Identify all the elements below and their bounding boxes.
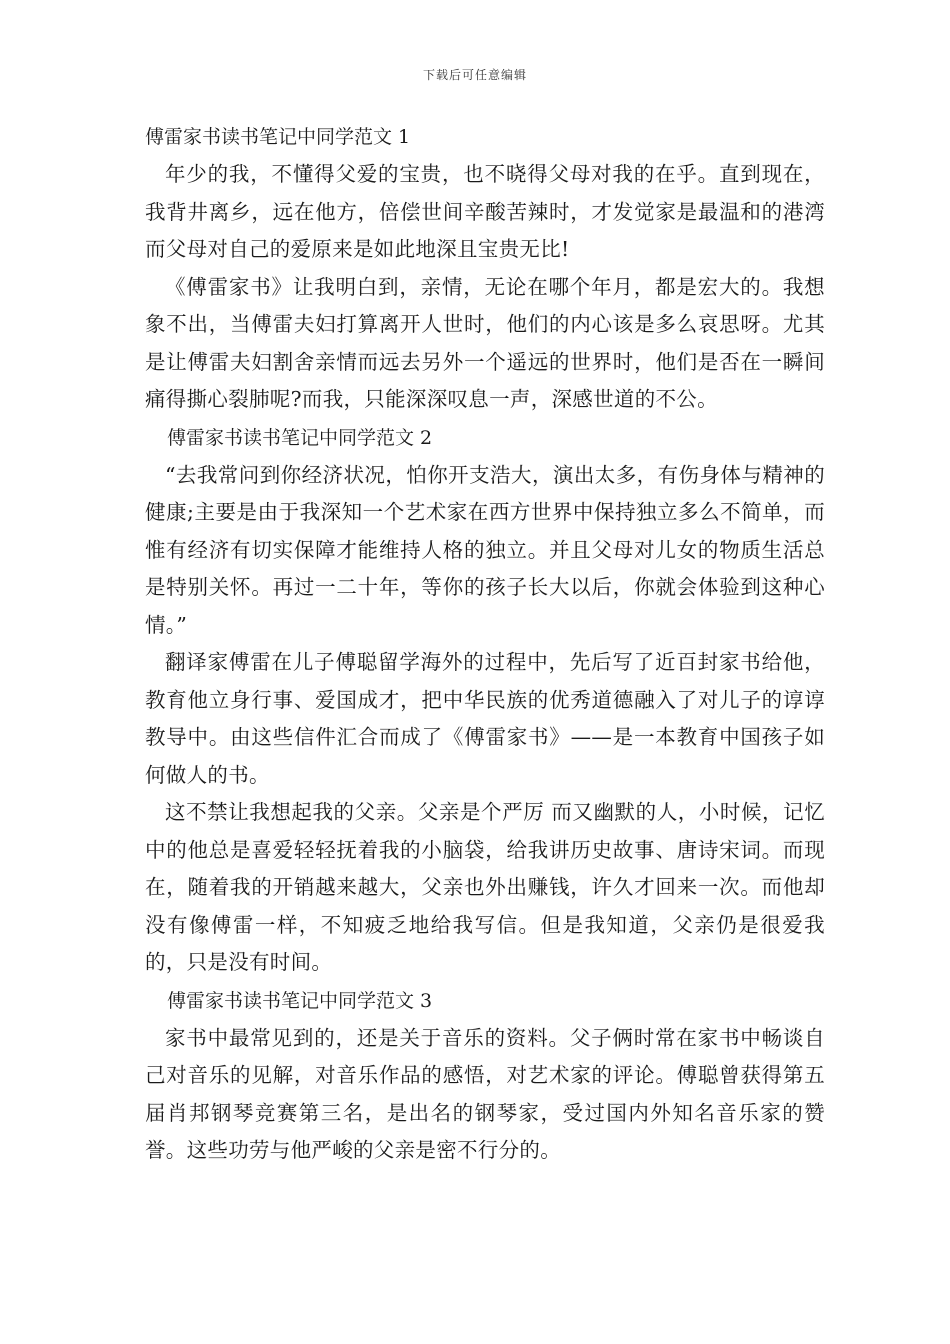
section-title-2: 傅雷家书读书笔记中同学范文 2 <box>167 426 433 449</box>
section-title-3: 傅雷家书读书笔记中同学范文 3 <box>167 989 433 1012</box>
paragraph: 家书中最常见到的，还是关于音乐的资料。父子俩时常在家书中畅谈自己对音乐的见解，对音乐作品的感悟，对艺术家的评论。傅聪曾获得第五届肖邦钢琴竞赛第三名，是出名的钢琴家，受过国内外知名音乐家的赞誉。这些功劳与他严峻的父亲是密不行分的。 <box>145 1025 825 1162</box>
header-note: 下载后可任意编辑 <box>422 68 527 82</box>
section-title-1: 傅雷家书读书笔记中同学范文 1 <box>145 126 411 148</box>
paragraph: “去我常问到你经济状况，怕你开支浩大，演出太多，有伤身体与精神的健康;主要是由于我深知一个艺术家在西方世界中保持独立多么不简单，而惟有经济有切实保障才能维持人格的独立。并且父母对儿女的物质生活总是特别关怀。再过一二十年，等你的孩子长大以后，你就会体验到这种心情。” <box>145 462 825 637</box>
document-body <box>145 118 825 1170</box>
paragraph: 《傅雷家书》让我明白到，亲情，无论在哪个年月，都是宏大的。我想象不出，当傅雷夫妇打算离开人世时，他们的内心该是多么哀思呀。尤其是让傅雷夫妇割舍亲情而远去另外一个遥远的世界时，他们是否在一瞬间痛得撕心裂肺呢?而我，只能深深叹息一声，深感世道的不公。 <box>145 274 825 411</box>
paragraph: 年少的我，不懂得父爱的宝贵，也不晓得父母对我的在乎。直到现在，我背井离乡，远在他方，倍偿世间辛酸苦辣时，才发觉家是最温和的港湾而父母对自己的爱原来是如此地深且宝贵无比! <box>145 162 825 261</box>
paragraph: 翻译家傅雷在儿子傅聪留学海外的过程中，先后写了近百封家书给他，教育他立身行事、爱国成才，把中华民族的优秀道德融入了对儿子的谆谆教导中。由这些信件汇合而成了《傅雷家书》——是一本教育中国孩子如何做人的书。 <box>145 650 825 787</box>
paragraph: 这不禁让我想起我的父亲。父亲是个严厉 而又幽默的人，小时候，记忆中的他总是喜爱轻轻抚着我的小脑袋，给我讲历史故事、唐诗宋词。而现在，随着我的开销越来越大，父亲也外出赚钱，许久才回来一次。而他却没有像傅雷一样，不知疲乏地给我写信。但是我知道，父亲仍是很爱我的，只是没有时间。 <box>145 800 825 974</box>
